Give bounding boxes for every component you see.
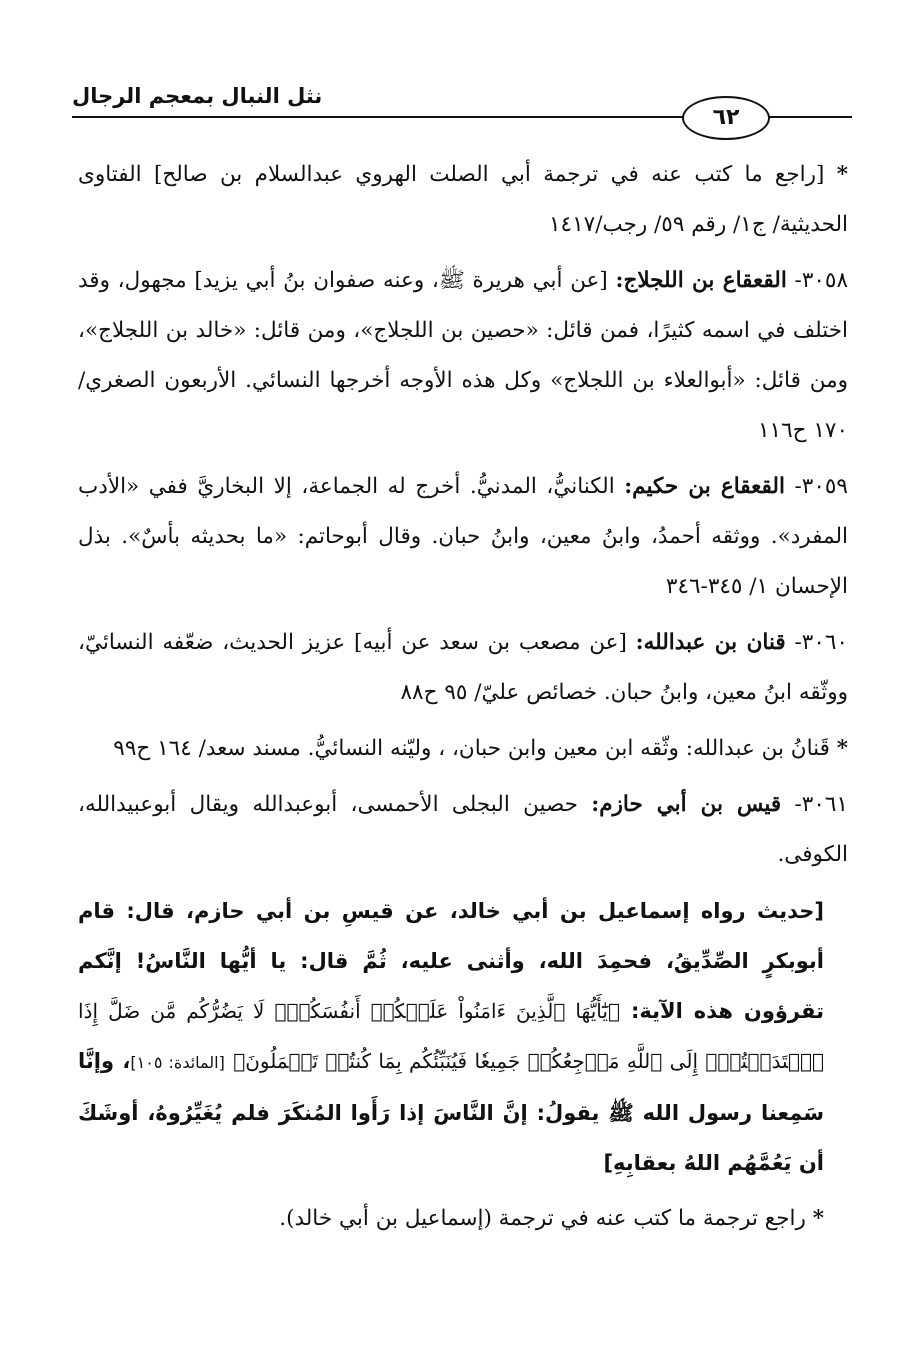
note-text: [راجع ما كتب عنه في ترجمة أبي الصلت الهروي عبدالسلام بن صالح] الفتاوى الحديثية/ ج١/ رقم ٥٩/ رجب/١٤١٧: [78, 162, 848, 237]
hadith-rest: ، وإنَّا سَمِعنا رسول الله ﷺ يقولُ: إنَّ النَّاسَ إذا رَأَوا المُنكَرَ فلم يُغَيِّرُوهُ، أوشَكَ أن يَعُمَّهُم اللهُ بعقابِهِ]: [78, 1049, 824, 1175]
quran-verse: ﴿يَٰٓأَيُّهَا ٱلَّذِينَ ءَامَنُواْ عَلَيۡكُمۡ أَنفُسَكُمۡۖ لَا يَضُرُّكُم مَّن ضَلَّ إِذَا ٱهۡتَدَيۡتُمۡۚ إِلَى ٱللَّهِ مَرۡجِعُكُمۡ جَمِيعٗا فَيُنَبِّئُكُم بِمَا كُنتُمۡ تَعۡمَلُونَ﴾: [78, 999, 825, 1073]
verse-reference: [المائدة: ١٠٥]: [130, 1053, 225, 1072]
note-star: *: [836, 736, 848, 761]
note-star: *: [836, 162, 848, 187]
entry-text: حصين البجلى الأحمسى، أبوعبدالله ويقال أبوعبيدالله، الكوفى.: [78, 792, 848, 867]
note-star: *: [812, 1206, 824, 1231]
entry-text: [عن أبي هريرة ﷺ، وعنه صفوان بنُ أبي يزيد] مجهول، وقد اختلف في اسمه كثيرًا، فمن قائل: «حصين بن اللجلاج»، ومن قائل: «خالد بن اللجلاج»، ومن قائل: «أبوالعلاء بن اللجلاج» وكل هذه الأوجه أخرجها النسائي. الأربعون الصغري/ ١٧٠ ح١١٦: [78, 268, 848, 443]
page-body: [78, 150, 848, 1250]
page-header: [72, 78, 852, 128]
page-number: ٦٢: [682, 96, 770, 140]
entry-3058: [78, 256, 848, 456]
entry-number: ٣٠٦١-: [794, 792, 848, 817]
entry-3061: [78, 780, 848, 880]
entry-name: القعقاع بن اللجلاج:: [615, 268, 787, 293]
entry-number: ٣٠٥٩-: [794, 474, 848, 499]
note-text: راجع ترجمة ما كتب عنه في ترجمة (إسماعيل بن أبي خالد).: [279, 1206, 806, 1231]
note-paragraph: [78, 150, 848, 250]
entry-number: ٣٠٥٨-: [794, 268, 849, 293]
note-text: قَنانُ بن عبدالله: وثّقه ابن معين وابن حبان، ، وليّنه النسائيُّ. مسند سعد/ ١٦٤ ح٩٩: [113, 736, 830, 761]
entry-name: القعقاع بن حكيم:: [624, 474, 785, 499]
note-paragraph: [78, 1194, 848, 1244]
entry-name: قنان بن عبدالله:: [635, 630, 786, 655]
entry-3060: [78, 618, 848, 718]
note-paragraph: [78, 724, 848, 774]
running-title: نثل النبال بمعجم الرجال: [72, 84, 323, 108]
entry-text: [عن مصعب بن سعد عن أبيه] عزيز الحديث، ضعّفه النسائيّ، ووثّقه ابنُ معين، وابنُ حبان. خصائص عليّ/ ٩٥ ح٨٨: [78, 630, 848, 705]
hadith-paragraph: [78, 886, 848, 1188]
entry-text: الكنانيُّ، المدنيُّ. أخرج له الجماعة، إلا البخاريَّ ففي «الأدب المفرد». ووثقه أحمدُ، وابنُ معين، وابنُ حبان. وقال أبوحاتم: «ما بحديثه بأسٌ». بذل الإحسان ١/ ٣٤٥-٣٤٦: [78, 474, 848, 599]
entry-3059: [78, 462, 848, 612]
entry-number: ٣٠٦٠-: [794, 630, 848, 655]
hadith-intro: [حديث رواه إسماعيل بن أبي خالد، عن قيسِ بن أبي حازم، قال: قام أبوبكرٍ الصِّدِّيقُ، فحمِدَ الله، وأثنى عليه، ثُمَّ قال: يا أيُّها النَّاسُ! إنَّكم تقرؤون هذه الآية:: [78, 899, 824, 1023]
entry-name: قيس بن أبي حازم:: [591, 792, 782, 817]
